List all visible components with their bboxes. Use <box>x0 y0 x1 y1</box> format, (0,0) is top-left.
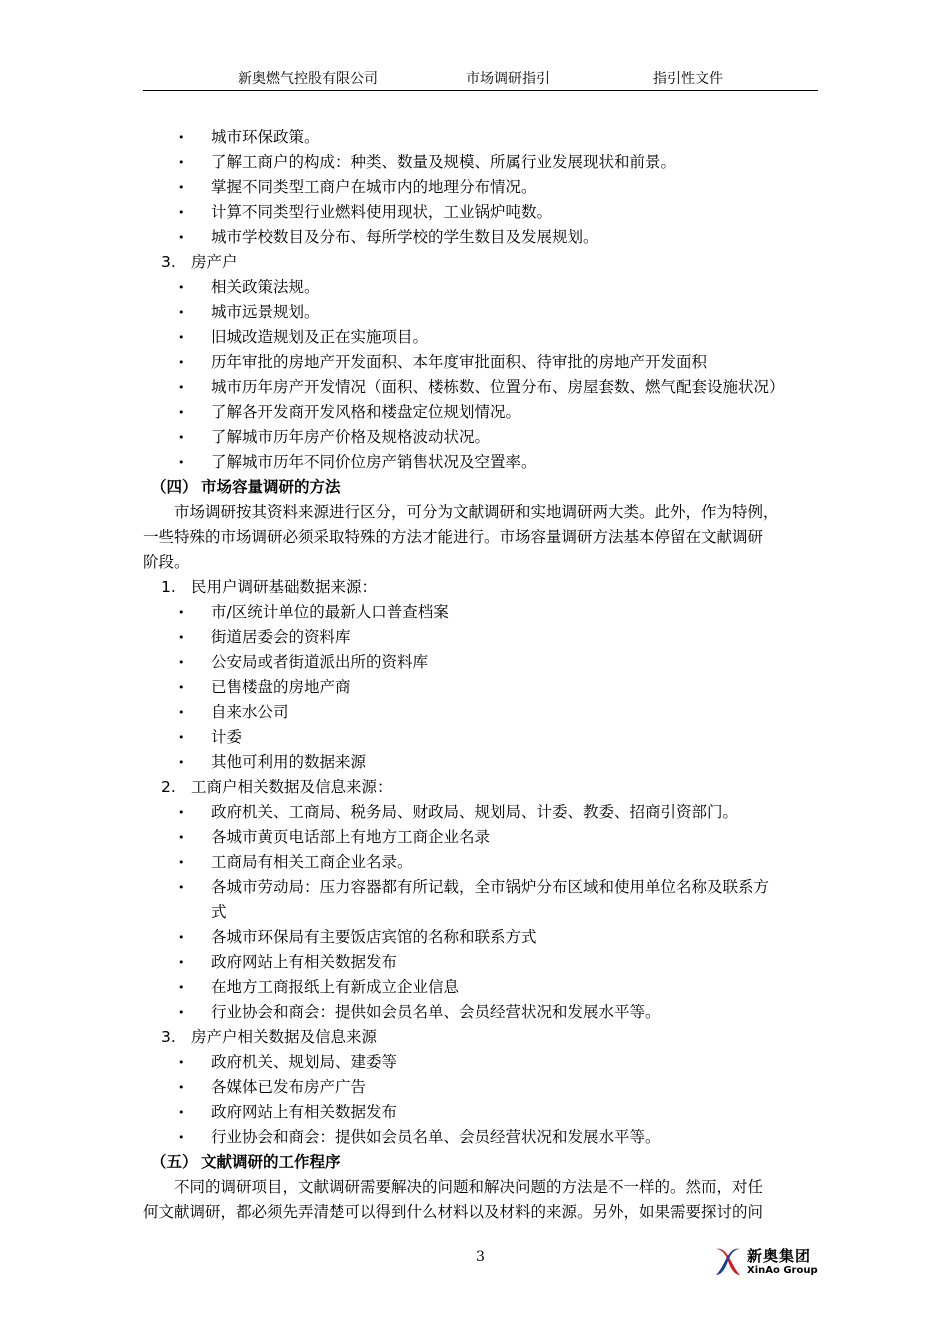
bullet-icon: • <box>178 431 185 444</box>
bullet-item <box>143 175 818 200</box>
bullet-text: 了解工商户的构成：种类、数量及规模、所属行业发展现状和前景。 <box>211 153 677 171</box>
bullet-text: 街道居委会的资料库 <box>211 628 351 646</box>
bullet-item <box>143 300 818 325</box>
bullet-text: 其他可利用的数据来源 <box>211 753 367 771</box>
bullet-icon: • <box>178 181 185 194</box>
bullet-item <box>143 275 818 300</box>
bullet-item <box>143 150 818 175</box>
bullet-icon: • <box>178 831 185 844</box>
paragraph-text: 市场调研按其资料来源进行区分，可分为文献调研和实地调研两大类。此外，作为特例， <box>143 503 779 521</box>
bullet-text: 城市环保政策。 <box>211 128 320 146</box>
bullet-text: 工商局有相关工商企业名录。 <box>211 853 413 871</box>
bullet-text: 各城市环保局有主要饭店宾馆的名称和联系方式 <box>211 928 537 946</box>
bullet-item <box>143 625 818 650</box>
bullet-icon: • <box>178 981 185 994</box>
bullet-icon: • <box>178 631 185 644</box>
xinao-logo <box>712 1243 822 1283</box>
bullet-item <box>143 825 818 850</box>
bullet-text: 行业协会和商会：提供如会员名单、会员经营状况和发展水平等。 <box>211 1003 661 1021</box>
bullet-text: 了解城市历年房产价格及规格波动状况。 <box>211 428 491 446</box>
bullet-icon: • <box>178 706 185 719</box>
bullet-item <box>143 375 818 400</box>
paragraph-text: 不同的调研项目，文献调研需要解决的问题和解决问题的方法是不一样的。然而，对任 <box>143 1178 764 1196</box>
section-heading <box>143 475 818 500</box>
bullet-text: 政府机关、工商局、税务局、财政局、规划局、计委、教委、招商引资部门。 <box>211 803 739 821</box>
bullet-item <box>143 875 818 900</box>
bullet-icon: • <box>178 456 185 469</box>
logo-text-cn: 新奥集团 <box>747 1247 812 1265</box>
bullet-icon: • <box>178 1131 185 1144</box>
bullet-icon: • <box>178 1006 185 1019</box>
bullet-text: 公安局或者街道派出所的资料库 <box>211 653 429 671</box>
page-header <box>143 68 818 91</box>
paragraph-line <box>143 1200 818 1225</box>
bullet-item <box>143 325 818 350</box>
bullet-icon: • <box>178 731 185 744</box>
bullet-item <box>143 675 818 700</box>
numbered-item <box>143 250 818 275</box>
bullet-text: 政府网站上有相关数据发布 <box>211 1103 398 1121</box>
paragraph-line <box>143 525 818 550</box>
item-label: 民用户调研基础数据来源： <box>191 578 378 596</box>
bullet-icon: • <box>178 756 185 769</box>
bullet-text: 计算不同类型行业燃料使用现状，工业锅炉吨数。 <box>211 203 553 221</box>
bullet-icon: • <box>178 606 185 619</box>
bullet-text: 了解各开发商开发风格和楼盘定位规划情况。 <box>211 403 522 421</box>
bullet-text: 在地方工商报纸上有新成立企业信息 <box>211 978 460 996</box>
bullet-item <box>143 650 818 675</box>
bullet-text: 了解城市历年不同价位房产销售状况及空置率。 <box>211 453 537 471</box>
bullet-item <box>143 225 818 250</box>
bullet-icon: • <box>178 956 185 969</box>
bullet-item <box>143 725 818 750</box>
bullet-text: 历年审批的房地产开发面积、本年度审批面积、待审批的房地产开发面积 <box>211 353 708 371</box>
bullet-icon: • <box>178 406 185 419</box>
bullet-item <box>143 125 818 150</box>
bullet-text: 政府网站上有相关数据发布 <box>211 953 398 971</box>
bullet-icon: • <box>178 806 185 819</box>
bullet-text: 市/区统计单位的最新人口普查档案 <box>211 603 449 621</box>
bullet-icon: • <box>178 281 185 294</box>
section-number: （五） <box>151 1153 198 1171</box>
bullet-icon: • <box>178 1106 185 1119</box>
bullet-item <box>143 800 818 825</box>
paragraph-text: 一些特殊的市场调研必须采取特殊的方法才能进行。市场容量调研方法基本停留在文献调研 <box>143 528 764 546</box>
xinao-logo-icon <box>712 1245 744 1279</box>
bullet-icon: • <box>178 656 185 669</box>
bullet-icon: • <box>178 356 185 369</box>
bullet-icon: • <box>178 881 185 894</box>
document-body <box>143 125 818 1225</box>
header-doc-type: 指引性文件 <box>653 71 723 87</box>
bullet-text: 城市历年房产开发情况（面积、楼栋数、位置分布、房屋套数、燃气配套设施状况） <box>211 378 785 396</box>
bullet-text: 旧城改造规划及正在实施项目。 <box>211 328 429 346</box>
bullet-text: 政府机关、规划局、建委等 <box>211 1053 398 1071</box>
paragraph-text: 阶段。 <box>143 553 190 571</box>
item-number: 2. <box>161 778 176 796</box>
bullet-item <box>143 925 818 950</box>
bullet-item <box>143 425 818 450</box>
bullet-item <box>143 400 818 425</box>
bullet-text: 城市远景规划。 <box>211 303 320 321</box>
continuation-text: 式 <box>211 903 227 921</box>
header-title: 市场调研指引 <box>466 71 550 87</box>
bullet-text: 相关政策法规。 <box>211 278 320 296</box>
bullet-icon: • <box>178 156 185 169</box>
bullet-text: 各媒体已发布房产广告 <box>211 1078 367 1096</box>
bullet-item <box>143 950 818 975</box>
bullet-icon: • <box>178 381 185 394</box>
bullet-item <box>143 1125 818 1150</box>
bullet-icon: • <box>178 1056 185 1069</box>
bullet-icon: • <box>178 931 185 944</box>
numbered-item <box>143 575 818 600</box>
section-heading <box>143 1150 818 1175</box>
bullet-text: 计委 <box>211 728 243 746</box>
bullet-icon: • <box>178 206 185 219</box>
header-company: 新奥燃气控股有限公司 <box>238 71 378 87</box>
bullet-text: 各城市黄页电话部上有地方工商企业名录 <box>211 828 491 846</box>
bullet-item <box>143 1075 818 1100</box>
bullet-icon: • <box>178 856 185 869</box>
item-label: 房产户相关数据及信息来源 <box>191 1028 378 1046</box>
bullet-icon: • <box>178 681 185 694</box>
bullet-text: 城市学校数目及分布、每所学校的学生数目及发展规划。 <box>211 228 599 246</box>
numbered-item <box>143 775 818 800</box>
section-title: 文献调研的工作程序 <box>201 1153 341 1171</box>
paragraph-text: 何文献调研，都必须先弄清楚可以得到什么材料以及材料的来源。另外，如果需要探讨的问 <box>143 1203 764 1221</box>
bullet-icon: • <box>178 131 185 144</box>
bullet-item <box>143 200 818 225</box>
bullet-item <box>143 1000 818 1025</box>
bullet-item <box>143 600 818 625</box>
item-label: 房产户 <box>191 253 238 271</box>
bullet-text: 行业协会和商会：提供如会员名单、会员经营状况和发展水平等。 <box>211 1128 661 1146</box>
numbered-item <box>143 1025 818 1050</box>
item-number: 3. <box>161 253 176 271</box>
bullet-icon: • <box>178 331 185 344</box>
bullet-icon: • <box>178 231 185 244</box>
section-number: （四） <box>151 478 198 496</box>
bullet-icon: • <box>178 1081 185 1094</box>
bullet-item <box>143 850 818 875</box>
bullet-icon: • <box>178 306 185 319</box>
bullet-item <box>143 450 818 475</box>
bullet-item <box>143 975 818 1000</box>
bullet-item <box>143 1050 818 1075</box>
bullet-item <box>143 750 818 775</box>
bullet-text: 掌握不同类型工商户在城市内的地理分布情况。 <box>211 178 537 196</box>
page-number: 3 <box>476 1249 485 1265</box>
paragraph-line <box>143 500 818 525</box>
bullet-item <box>143 350 818 375</box>
item-number: 3. <box>161 1028 176 1046</box>
logo-text-en: XinAo Group <box>747 1265 818 1276</box>
paragraph-line <box>143 550 818 575</box>
paragraph-line <box>143 1175 818 1200</box>
bullet-text: 各城市劳动局：压力容器都有所记载，全市锅炉分布区域和使用单位名称及联系方 <box>211 878 770 896</box>
bullet-item <box>143 700 818 725</box>
item-label: 工商户相关数据及信息来源： <box>191 778 393 796</box>
continuation-line <box>143 900 818 925</box>
bullet-text: 已售楼盘的房地产商 <box>211 678 351 696</box>
item-number: 1. <box>161 578 176 596</box>
section-title: 市场容量调研的方法 <box>201 478 341 496</box>
bullet-text: 自来水公司 <box>211 703 289 721</box>
bullet-item <box>143 1100 818 1125</box>
